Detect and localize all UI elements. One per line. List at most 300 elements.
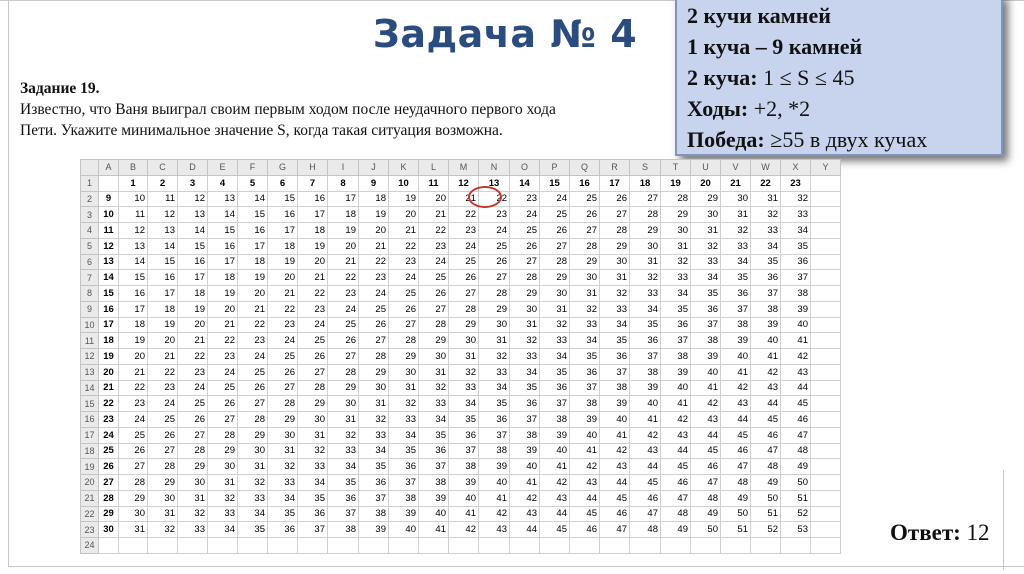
table-cell: 18 xyxy=(238,254,268,270)
table-cell: 28 xyxy=(419,317,449,333)
table-cell: 30 xyxy=(268,427,298,443)
table-cell: 21 xyxy=(208,317,238,333)
table-cell: 12 xyxy=(178,191,208,207)
table-cell: 39 xyxy=(781,301,811,317)
table-cell: 23 xyxy=(359,270,389,286)
page-title: Задача № 4 xyxy=(372,12,638,56)
row-number: 4 xyxy=(81,223,99,239)
table-cell: 44 xyxy=(540,506,570,522)
table-cell: 30 xyxy=(238,443,268,459)
table-cell: 31 xyxy=(600,270,630,286)
table-cell: 20 xyxy=(389,207,419,223)
row-label-cell: 28 xyxy=(99,490,119,506)
table-cell: 37 xyxy=(661,333,691,349)
table-cell: 31 xyxy=(479,333,510,349)
table-cell: 28 xyxy=(540,254,570,270)
table-cell: 26 xyxy=(449,270,479,286)
table-cell: 30 xyxy=(721,191,751,207)
table-cell: 32 xyxy=(540,317,570,333)
table-cell: 26 xyxy=(419,286,449,302)
table-cell: 41 xyxy=(721,364,751,380)
table-cell: 32 xyxy=(178,506,208,522)
table-cell: 44 xyxy=(630,459,661,475)
table-cell: 37 xyxy=(359,490,389,506)
table-cell: 25 xyxy=(178,396,208,412)
table-cell: 23 xyxy=(449,223,479,239)
table-cell: 23 xyxy=(510,191,540,207)
table-cell: 24 xyxy=(298,317,328,333)
table-cell: 20 xyxy=(419,191,449,207)
table-cell: 34 xyxy=(721,254,751,270)
table-cell: 25 xyxy=(268,349,298,365)
table-cell: 36 xyxy=(570,364,600,380)
table-cell: 48 xyxy=(691,490,721,506)
table-cell: 36 xyxy=(419,443,449,459)
table-cell xyxy=(178,538,208,554)
table-cell xyxy=(811,223,841,239)
table-header-cell: 20 xyxy=(691,175,721,191)
table-cell: 16 xyxy=(298,191,328,207)
table-cell: 47 xyxy=(630,506,661,522)
table-cell: 17 xyxy=(208,254,238,270)
table-cell: 36 xyxy=(510,396,540,412)
table-cell: 26 xyxy=(298,349,328,365)
table-cell: 20 xyxy=(328,238,359,254)
table-cell xyxy=(811,396,841,412)
table-cell: 34 xyxy=(328,459,359,475)
table-cell: 38 xyxy=(540,412,570,428)
table-cell: 34 xyxy=(419,412,449,428)
table-cell: 32 xyxy=(691,238,721,254)
table-cell: 35 xyxy=(268,506,298,522)
table-header-cell: 21 xyxy=(721,175,751,191)
table-cell: 13 xyxy=(119,238,148,254)
table-cell: 47 xyxy=(600,522,630,538)
table-cell: 27 xyxy=(178,427,208,443)
table-cell: 41 xyxy=(510,475,540,491)
table-cell xyxy=(661,538,691,554)
table-cell: 25 xyxy=(208,380,238,396)
table-cell xyxy=(811,427,841,443)
row-label-cell: 12 xyxy=(99,238,119,254)
table-cell: 41 xyxy=(691,380,721,396)
table-cell: 14 xyxy=(208,207,238,223)
answer-circle-highlight xyxy=(468,186,502,208)
table-cell: 35 xyxy=(630,317,661,333)
table-cell: 35 xyxy=(781,238,811,254)
table-cell: 41 xyxy=(540,459,570,475)
table-cell: 38 xyxy=(389,490,419,506)
column-header: E xyxy=(208,160,238,176)
table-cell: 28 xyxy=(208,427,238,443)
spreadsheet-table xyxy=(80,159,841,554)
table-cell: 14 xyxy=(238,191,268,207)
table-cell: 22 xyxy=(479,191,510,207)
conditions-line-2: 1 куча – 9 камней xyxy=(687,34,863,59)
table-cell: 35 xyxy=(600,333,630,349)
table-cell xyxy=(208,538,238,554)
table-cell: 18 xyxy=(328,207,359,223)
table-cell: 34 xyxy=(691,270,721,286)
table-cell: 34 xyxy=(661,286,691,302)
table-cell: 36 xyxy=(298,506,328,522)
table-cell: 44 xyxy=(781,380,811,396)
table-cell: 16 xyxy=(119,286,148,302)
row-number: 6 xyxy=(81,254,99,270)
table-cell: 48 xyxy=(721,475,751,491)
table-cell: 38 xyxy=(359,506,389,522)
table-cell: 27 xyxy=(389,317,419,333)
column-header: N xyxy=(479,160,510,176)
table-header-cell: 2 xyxy=(148,175,178,191)
table-cell: 12 xyxy=(148,207,178,223)
table-cell: 40 xyxy=(389,522,419,538)
table-cell: 35 xyxy=(570,349,600,365)
conditions-line-3 xyxy=(687,62,991,93)
table-cell: 28 xyxy=(449,301,479,317)
table-cell: 29 xyxy=(479,301,510,317)
table-cell: 26 xyxy=(540,223,570,239)
table-cell: 23 xyxy=(238,333,268,349)
table-cell: 46 xyxy=(781,412,811,428)
table-cell: 42 xyxy=(691,396,721,412)
table-cell: 25 xyxy=(510,223,540,239)
table-cell: 21 xyxy=(148,349,178,365)
table-cell: 43 xyxy=(781,364,811,380)
table-cell: 32 xyxy=(268,459,298,475)
table-cell: 42 xyxy=(600,443,630,459)
table-cell: 32 xyxy=(479,349,510,365)
table-cell: 43 xyxy=(751,380,781,396)
table-cell: 40 xyxy=(781,317,811,333)
table-cell: 30 xyxy=(298,412,328,428)
table-cell: 26 xyxy=(238,380,268,396)
table-cell: 13 xyxy=(148,223,178,239)
table-cell: 29 xyxy=(298,396,328,412)
table-cell: 43 xyxy=(510,506,540,522)
table-cell: 39 xyxy=(389,506,419,522)
table-cell: 25 xyxy=(540,207,570,223)
table-cell: 37 xyxy=(781,270,811,286)
table-cell: 25 xyxy=(298,333,328,349)
table-cell xyxy=(99,175,119,191)
row-label-cell: 10 xyxy=(99,207,119,223)
row-number: 20 xyxy=(81,475,99,491)
table-cell: 15 xyxy=(268,191,298,207)
table-cell: 27 xyxy=(510,254,540,270)
table-cell xyxy=(811,538,841,554)
table-cell: 24 xyxy=(119,412,148,428)
table-cell: 21 xyxy=(389,223,419,239)
table-cell: 44 xyxy=(751,396,781,412)
column-header: G xyxy=(268,160,298,176)
table-cell: 19 xyxy=(178,301,208,317)
table-cell: 25 xyxy=(570,191,600,207)
table-cell: 33 xyxy=(540,333,570,349)
row-number: 17 xyxy=(81,427,99,443)
table-cell: 29 xyxy=(510,286,540,302)
table-cell: 35 xyxy=(510,380,540,396)
table-cell: 35 xyxy=(328,475,359,491)
table-cell: 27 xyxy=(268,380,298,396)
table-cell: 37 xyxy=(389,475,419,491)
table-cell: 33 xyxy=(721,238,751,254)
table-cell: 28 xyxy=(630,207,661,223)
table-cell: 30 xyxy=(630,238,661,254)
table-header-cell: 14 xyxy=(510,175,540,191)
table-cell: 29 xyxy=(119,490,148,506)
table-cell: 43 xyxy=(570,475,600,491)
table-cell: 39 xyxy=(721,333,751,349)
table-cell: 19 xyxy=(119,333,148,349)
table-cell: 30 xyxy=(359,380,389,396)
table-cell: 41 xyxy=(751,349,781,365)
table-cell: 42 xyxy=(570,459,600,475)
table-cell: 20 xyxy=(208,301,238,317)
table-cell: 34 xyxy=(389,427,419,443)
table-cell: 31 xyxy=(389,380,419,396)
table-cell: 46 xyxy=(600,506,630,522)
table-cell: 36 xyxy=(721,286,751,302)
table-cell: 28 xyxy=(510,270,540,286)
table-cell: 44 xyxy=(570,490,600,506)
row-label-cell: 29 xyxy=(99,506,119,522)
table-cell: 30 xyxy=(449,333,479,349)
table-cell xyxy=(811,191,841,207)
table-header-cell: 10 xyxy=(389,175,419,191)
table-cell xyxy=(389,538,419,554)
table-cell: 31 xyxy=(148,506,178,522)
table-cell: 44 xyxy=(691,427,721,443)
row-number: 9 xyxy=(81,301,99,317)
column-header: B xyxy=(119,160,148,176)
table-cell: 41 xyxy=(661,396,691,412)
table-cell: 24 xyxy=(540,191,570,207)
row-label-cell: 14 xyxy=(99,270,119,286)
table-cell: 20 xyxy=(238,286,268,302)
table-cell: 31 xyxy=(751,191,781,207)
table-cell: 33 xyxy=(600,301,630,317)
table-cell: 42 xyxy=(630,427,661,443)
table-cell: 22 xyxy=(389,238,419,254)
table-cell: 26 xyxy=(359,317,389,333)
row-number: 23 xyxy=(81,522,99,538)
table-cell: 19 xyxy=(208,286,238,302)
table-cell xyxy=(298,538,328,554)
table-cell: 43 xyxy=(721,396,751,412)
table-cell: 39 xyxy=(449,475,479,491)
table-cell: 38 xyxy=(510,427,540,443)
table-header-cell: 4 xyxy=(208,175,238,191)
row-label-cell: 25 xyxy=(99,443,119,459)
table-cell: 37 xyxy=(510,412,540,428)
table-header-cell: 17 xyxy=(600,175,630,191)
answer-value: 12 xyxy=(960,520,990,545)
table-cell xyxy=(811,207,841,223)
table-cell: 41 xyxy=(630,412,661,428)
table-cell: 32 xyxy=(148,522,178,538)
table-cell xyxy=(148,538,178,554)
table-cell: 29 xyxy=(268,412,298,428)
column-header: Q xyxy=(570,160,600,176)
table-cell: 42 xyxy=(540,475,570,491)
table-cell: 24 xyxy=(178,380,208,396)
table-cell xyxy=(811,506,841,522)
table-cell: 25 xyxy=(479,238,510,254)
table-cell: 51 xyxy=(721,522,751,538)
table-cell: 32 xyxy=(389,396,419,412)
table-cell: 22 xyxy=(119,380,148,396)
table-cell: 31 xyxy=(119,522,148,538)
table-cell: 46 xyxy=(661,475,691,491)
table-cell: 22 xyxy=(328,270,359,286)
table-cell: 18 xyxy=(148,301,178,317)
table-cell: 32 xyxy=(630,270,661,286)
table-header-cell: 11 xyxy=(419,175,449,191)
table-cell: 18 xyxy=(298,223,328,239)
table-cell: 37 xyxy=(298,522,328,538)
table-cell: 17 xyxy=(238,238,268,254)
table-cell: 40 xyxy=(449,490,479,506)
table-cell: 37 xyxy=(328,506,359,522)
table-cell: 52 xyxy=(781,506,811,522)
row-number: 24 xyxy=(81,538,99,554)
table-cell: 22 xyxy=(419,223,449,239)
table-cell: 29 xyxy=(389,349,419,365)
table-cell: 31 xyxy=(178,490,208,506)
table-cell: 30 xyxy=(389,364,419,380)
table-cell xyxy=(238,538,268,554)
row-label-cell: 18 xyxy=(99,333,119,349)
table-cell xyxy=(691,538,721,554)
conditions-box xyxy=(675,0,1003,156)
win-value: ≥55 в двух кучах xyxy=(764,127,928,152)
table-cell: 34 xyxy=(540,349,570,365)
row-number: 13 xyxy=(81,364,99,380)
table-cell: 33 xyxy=(389,412,419,428)
table-cell: 40 xyxy=(691,364,721,380)
table-cell: 16 xyxy=(178,254,208,270)
table-cell: 24 xyxy=(328,301,359,317)
table-cell: 20 xyxy=(268,270,298,286)
table-cell: 25 xyxy=(238,364,268,380)
table-cell: 49 xyxy=(691,506,721,522)
table-cell: 49 xyxy=(721,490,751,506)
table-cell: 26 xyxy=(178,412,208,428)
table-cell: 34 xyxy=(630,301,661,317)
table-cell: 43 xyxy=(661,427,691,443)
table-cell xyxy=(268,538,298,554)
table-cell: 40 xyxy=(600,412,630,428)
table-cell: 20 xyxy=(359,223,389,239)
table-cell: 19 xyxy=(389,191,419,207)
table-cell: 26 xyxy=(389,301,419,317)
table-cell: 43 xyxy=(540,490,570,506)
table-cell: 46 xyxy=(630,490,661,506)
table-cell: 35 xyxy=(298,490,328,506)
table-cell: 32 xyxy=(661,254,691,270)
table-cell: 42 xyxy=(751,364,781,380)
table-cell: 45 xyxy=(751,412,781,428)
table-cell: 31 xyxy=(721,207,751,223)
table-cell: 27 xyxy=(540,238,570,254)
table-cell: 41 xyxy=(419,522,449,538)
table-cell: 38 xyxy=(691,333,721,349)
table-cell: 19 xyxy=(238,270,268,286)
table-cell: 30 xyxy=(119,506,148,522)
table-cell: 13 xyxy=(208,191,238,207)
table-cell: 34 xyxy=(510,364,540,380)
table-cell: 24 xyxy=(148,396,178,412)
table-cell: 23 xyxy=(328,286,359,302)
column-header: F xyxy=(238,160,268,176)
table-cell xyxy=(811,364,841,380)
table-cell: 34 xyxy=(781,223,811,239)
table-cell: 38 xyxy=(661,349,691,365)
conditions-line-1: 2 кучи камней xyxy=(687,3,831,28)
row-number: 15 xyxy=(81,396,99,412)
table-cell: 38 xyxy=(751,301,781,317)
table-cell: 21 xyxy=(419,207,449,223)
table-cell: 43 xyxy=(479,522,510,538)
table-cell: 30 xyxy=(570,270,600,286)
table-cell: 48 xyxy=(781,443,811,459)
table-cell: 26 xyxy=(570,207,600,223)
table-cell xyxy=(811,333,841,349)
table-cell: 39 xyxy=(510,443,540,459)
table-cell: 52 xyxy=(751,522,781,538)
task-text xyxy=(20,78,670,141)
table-cell: 32 xyxy=(570,301,600,317)
table-cell: 45 xyxy=(691,443,721,459)
table-cell xyxy=(751,538,781,554)
table-cell: 31 xyxy=(359,396,389,412)
table-cell xyxy=(359,538,389,554)
table-cell: 38 xyxy=(781,286,811,302)
table-cell: 53 xyxy=(781,522,811,538)
table-cell: 18 xyxy=(359,191,389,207)
column-header: L xyxy=(419,160,449,176)
table-cell xyxy=(811,270,841,286)
row-number: 19 xyxy=(81,459,99,475)
table-cell: 25 xyxy=(148,412,178,428)
table-cell: 40 xyxy=(419,506,449,522)
table-cell: 28 xyxy=(119,475,148,491)
table-cell: 39 xyxy=(419,490,449,506)
table-cell: 26 xyxy=(510,238,540,254)
table-cell: 36 xyxy=(751,270,781,286)
table-cell: 27 xyxy=(630,191,661,207)
answer xyxy=(890,520,990,546)
row-number: 14 xyxy=(81,380,99,396)
table-cell: 38 xyxy=(721,317,751,333)
table-cell: 31 xyxy=(630,254,661,270)
table-cell: 43 xyxy=(630,443,661,459)
table-cell: 33 xyxy=(328,443,359,459)
table-cell: 41 xyxy=(781,333,811,349)
table-cell xyxy=(570,538,600,554)
table-cell: 50 xyxy=(781,475,811,491)
table-cell: 27 xyxy=(119,459,148,475)
table-cell: 24 xyxy=(510,207,540,223)
table-cell: 25 xyxy=(119,427,148,443)
table-cell: 26 xyxy=(148,427,178,443)
table-cell: 36 xyxy=(389,459,419,475)
table-cell: 22 xyxy=(238,317,268,333)
column-header: R xyxy=(600,160,630,176)
table-cell: 35 xyxy=(238,522,268,538)
table-cell: 49 xyxy=(751,475,781,491)
